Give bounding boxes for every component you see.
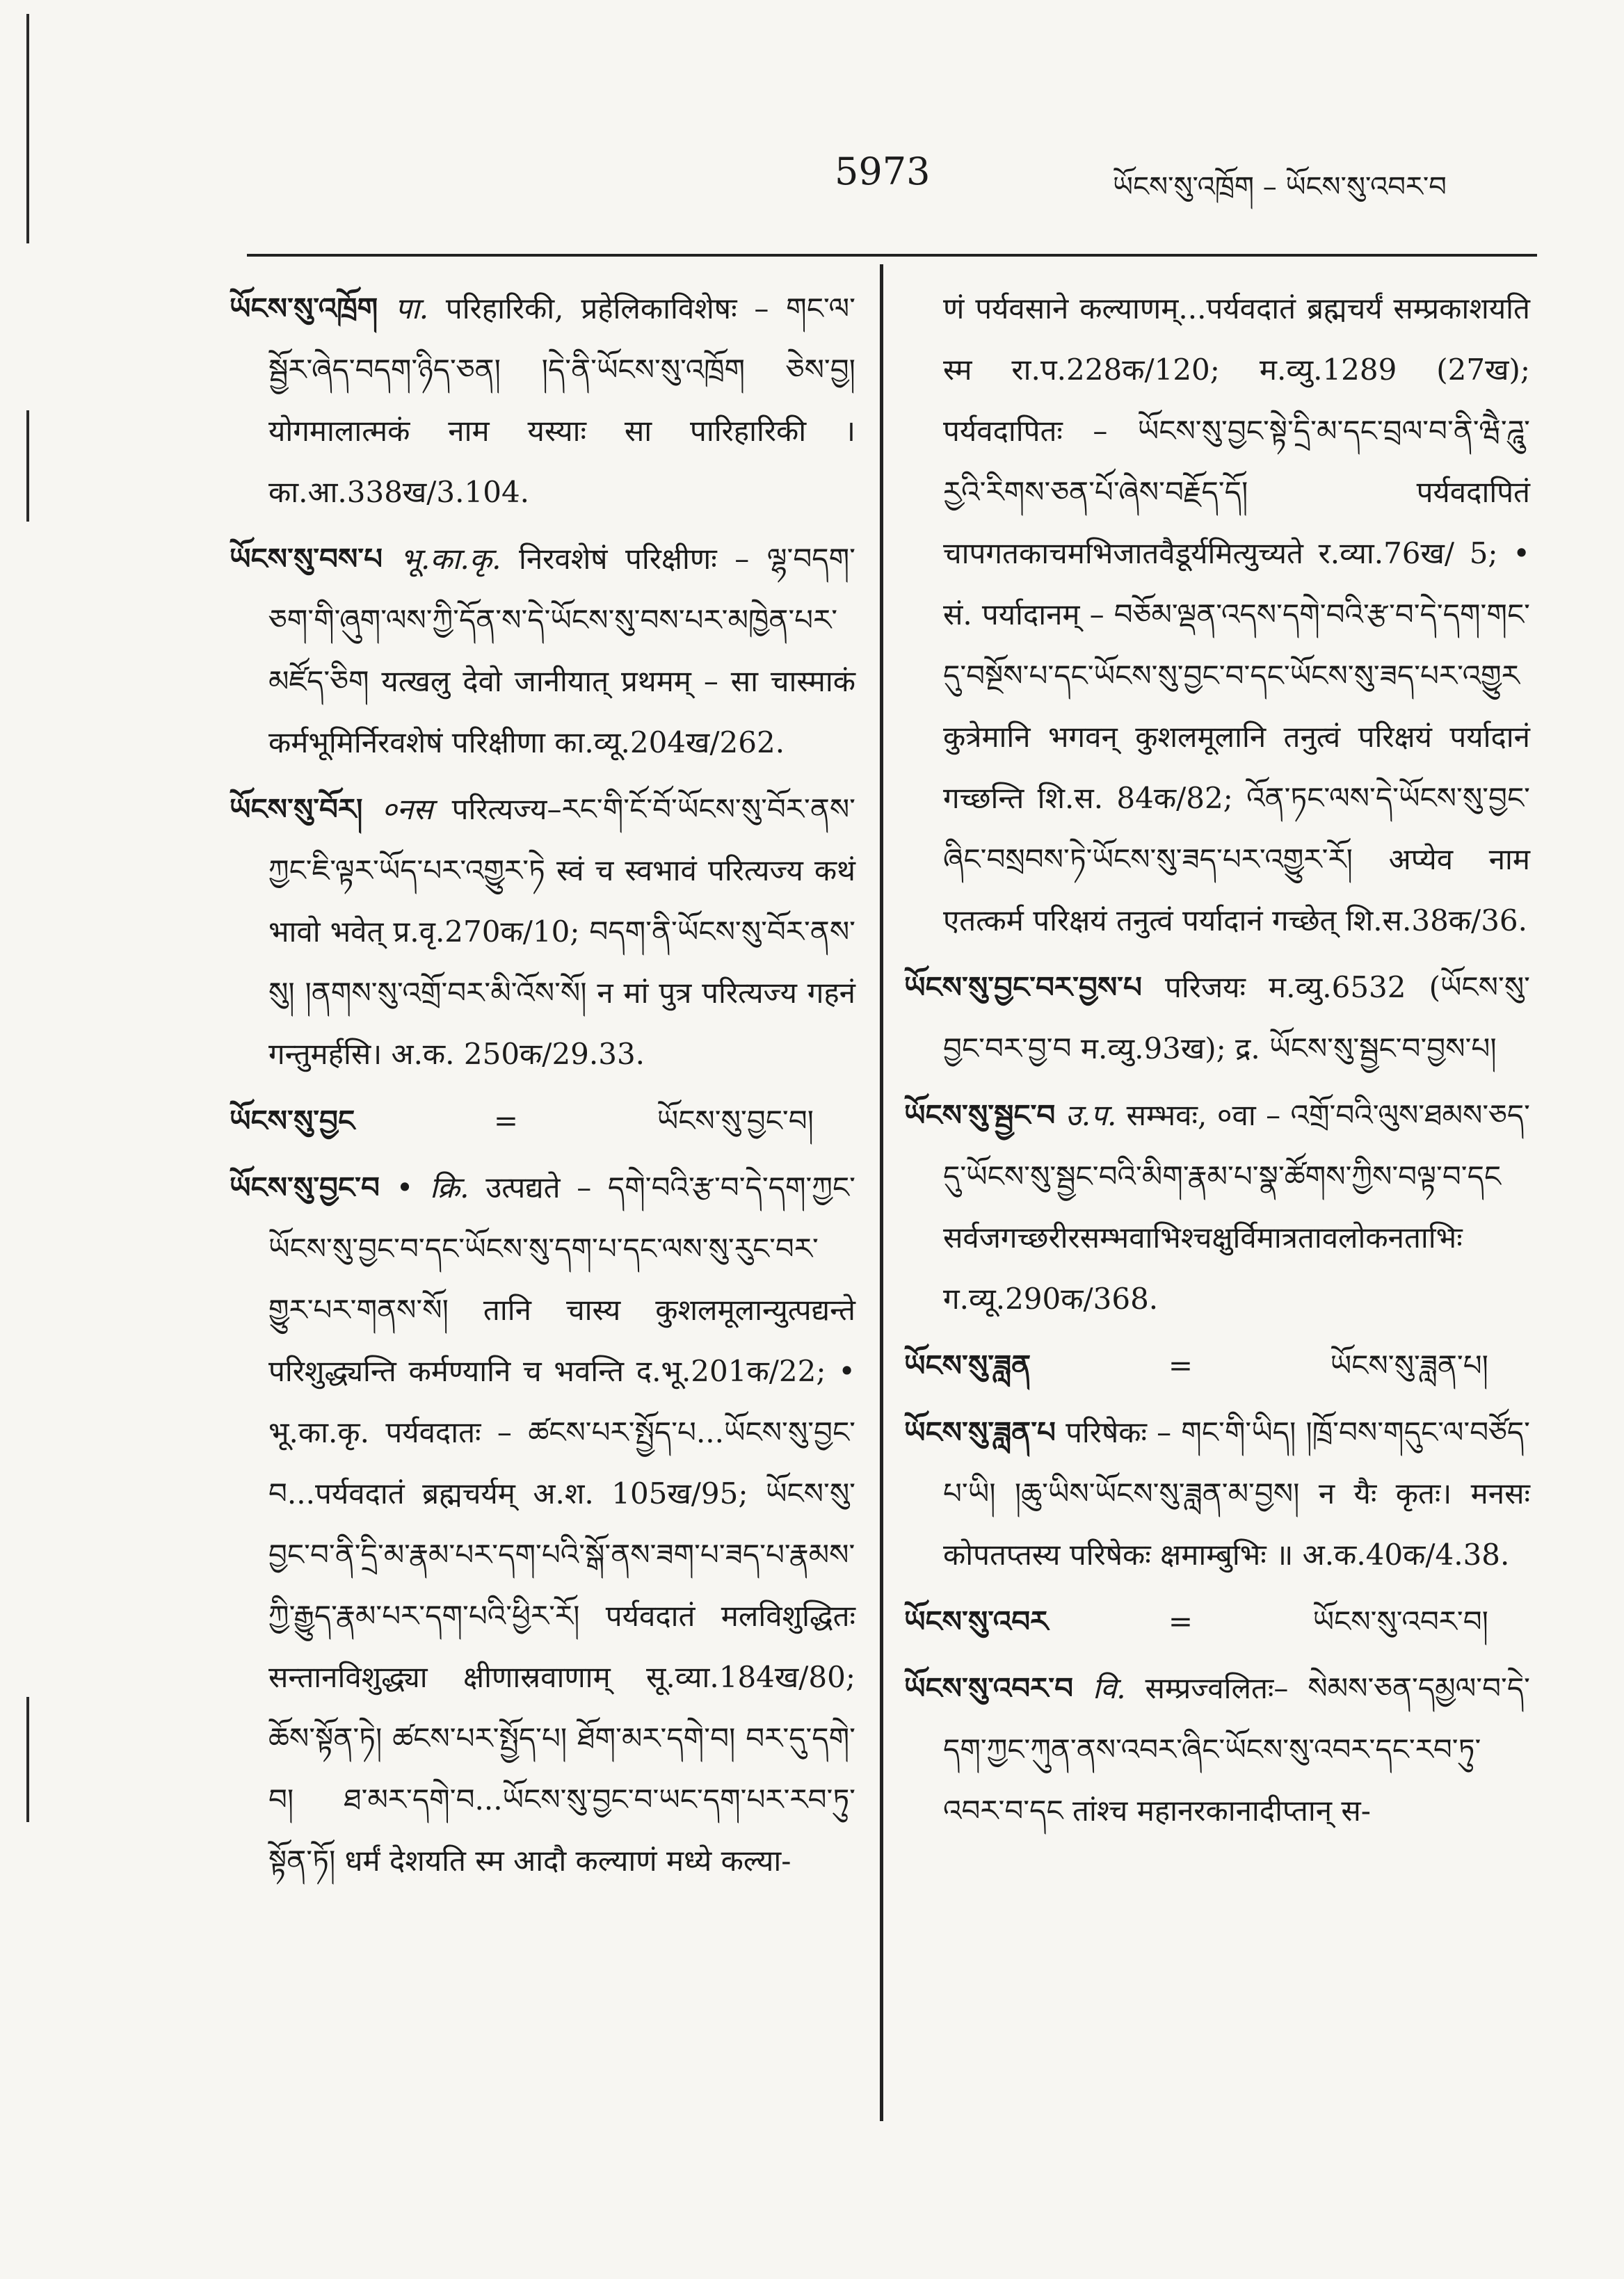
cross-reference-entry	[904, 1335, 1530, 1396]
running-head: ཡོངས་སུ་འཁྲོག – ཡོངས་སུ་འབར་བ	[1113, 171, 1447, 203]
dictionary-entry-continuation	[904, 278, 1530, 951]
entry-text: परिहारिकी, प्रहेलिकाविशेषः – གང་ལ་སྦྱོར་ཞེད་བདག་ཉིད་ཅན། །དེ་ནི་ཡོངས་སུ་འཁྲོག ཅེས་བྱ། योगमालात्मकं नाम यस्याः सा पारिहारिकी । का.आ.338ख/3.104.	[268, 291, 855, 509]
equals-sign: =	[493, 1104, 519, 1138]
grammar-abbr: ०नस	[381, 792, 433, 826]
entry-text: परिजयः म.व्यु.6532 (ཡོངས་སུ་བྱང་བར་བྱ་བ म.व्यु.93ख); द्र. ཡོངས་སུ་སྦྱང་བ་བྱས་པ།	[943, 970, 1530, 1065]
dictionary-entry	[904, 1402, 1530, 1586]
dictionary-entry	[230, 779, 855, 1085]
page-number: 5973	[835, 150, 931, 193]
column-divider	[880, 264, 883, 2121]
headword: ཡོངས་སུ་བྱང་བ	[230, 1170, 380, 1205]
dictionary-entry	[904, 1085, 1530, 1330]
scan-edge-line	[26, 410, 29, 522]
equals-sign: =	[1168, 1604, 1193, 1638]
headword: ཡོངས་སུ་འབར	[904, 1604, 1049, 1638]
reference-target: ཡོངས་སུ་ཟླན་པ།	[1330, 1348, 1488, 1383]
entry-text: सम्भवः, ०वा – འགྲོ་བའི་ལུས་ཐམས་ཅད་དུ་ཡོངས་སུ་སྦྱང་བའི་མིག་རྣམ་པ་སྣ་ཚོགས་ཀྱིས་བལྟ་བ་དང सर्वजगच्छरीरसम्भवाभिश्चक्षुर्विमात्रतावलोकनताभिः ग.व्यू.290क/368.	[943, 1098, 1530, 1316]
headword: ཡོངས་སུ་བས་པ	[230, 542, 383, 576]
headword: ཡོངས་སུ་སྦྱང་བ	[904, 1098, 1056, 1132]
page-header	[0, 150, 1624, 212]
entry-text: णं पर्यवसाने कल्याणम्...पर्यवदातं ब्रह्मचर्यं सम्प्रकाशयति स्म रा.प.228क/120; म.व्यु.1289 (27ख); पर्यवदापितः – ཡོངས་སུ་བྱང་སྟེ་དྲི་མ་དང་བྲལ་བ་ནི་ཝཻ་ཌཱུ་རྱའི་རིགས་ཅན་པོ་ཞེས་བརྗོད་དོ། पर्यवदापितं चापगतकाचमभिजातवैडूर्यमित्युच्यते र.व्या.76ख/ 5; • सं. पर्यादानम् – བཅོམ་ལྡན་འདས་དགེ་བའི་རྩ་བ་དེ་དག་གང་དུ་བསྔོས་པ་དང་ཡོངས་སུ་བྱང་བ་དང་ཡོངས་སུ་ཟད་པར་འགྱུར कुत्रेमानि भगवन् कुशलमूलानि तनुत्वं परिक्षयं पर्यादानं गच्छन्ति शि.स. 84क/82; འོན་ཏང་ལས་དེ་ཡོངས་སུ་བྱང་ཞིང་བསྲབས་ཏེ་ཡོངས་སུ་ཟད་པར་འགྱུར་རོ། अप्येव नाम एतत्कर्म परिक्षयं तनुत्वं पर्यादानं गच्छेत् शि.स.38क/36.	[943, 291, 1530, 937]
headword: ཡོངས་སུ་འབར་བ	[904, 1671, 1074, 1705]
grammar-abbr: उ.प.	[1065, 1098, 1117, 1132]
cross-reference-entry	[904, 1591, 1530, 1652]
entry-text: सम्प्रज्वलितः– སེམས་ཅན་དམྱལ་བ་དེ་དག་ཀྱང་ཀུན་ནས་འབར་ཞིང་ཡོངས་སུ་འབར་དང་རབ་ཏུ་འབར་བ་དང तांश्च महानरकानादीप्तान् स-	[943, 1671, 1531, 1828]
grammar-abbr: वि.	[1093, 1671, 1126, 1705]
headword: ཡོངས་སུ་འཁྲོག	[230, 291, 378, 325]
cross-reference-entry	[230, 1090, 855, 1152]
headword: ཡོངས་སུ་བྱང	[230, 1104, 355, 1138]
dictionary-entry	[230, 529, 855, 773]
reference-target: ཡོངས་སུ་བྱང་བ།	[657, 1104, 814, 1138]
grammar-abbr: • क्रि.	[396, 1170, 469, 1205]
grammar-abbr: पा.	[395, 291, 429, 325]
scan-edge-line	[26, 1697, 29, 1822]
left-column	[230, 278, 855, 1897]
entry-text: निरवशेषं परिक्षीणः – ལྷ་བདག་ཅག་གི་ཞུག་ལས་ཀྱི་དོན་ས་དེ་ཡོངས་སུ་བས་པར་མཁྱེན་པར་མཛོད་ཅིག यत्खलु देवो जानीयात् प्रथमम् – सा चास्माकं कर्मभूमिर्निरवशेषं परिक्षीणा का.व्यू.204ख/262.	[268, 542, 855, 759]
entry-text: उत्पद्यते – དགེ་བའི་རྩ་བ་དེ་དག་ཀྱང་ཡོངས་སུ་བྱང་བ་དང་ཡོངས་སུ་དག་པ་དང་ལས་སུ་རུང་བར་གྱུར་པར་གནས་སོ། तानि चास्य कुशलमूलान्युत्पद्यन्ते परिशुद्ध्यन्ति कर्मण्यानि च भवन्ति द.भू.201क/22; • भू.का.कृ. पर्यवदातः – ཚངས་པར་སྤྱོད་པ...ཡོངས་སུ་བྱང་བ...पर्यवदातं ब्रह्मचर्यम् अ.श. 105ख/95; ཡོངས་སུ་བྱང་བ་ནི་དྲི་མ་རྣམ་པར་དག་པའི་སྒོ་ནས་ཟག་པ་ཟད་པ་རྣམས་ཀྱི་རྒྱུད་རྣམ་པར་དག་པའི་ཕྱིར་རོ། पर्यवदातं मलविशुद्धितः सन्तानविशुद्ध्या क्षीणास्रवाणाम् सू.व्या.184ख/80; ཆོས་སྟོན་ཏེ། ཚངས་པར་སྤྱོད་པ། ཐོག་མར་དགེ་བ། བར་དུ་དགེ་བ། ཐ་མར་དགེ་བ...ཡོངས་སུ་བྱང་བ་ཡང་དག་པར་རབ་ཏུ་སྟོན་ཏོ། धर्मं देशयति स्म आदौ कल्याणं मध्ये कल्या-	[268, 1170, 855, 1878]
dictionary-entry	[230, 278, 855, 523]
equals-sign: =	[1168, 1348, 1193, 1383]
reference-target: ཡོངས་སུ་འབར་བ།	[1312, 1604, 1488, 1638]
headword: ཡོངས་སུ་བོར།	[230, 792, 363, 826]
header-rule	[247, 254, 1537, 257]
entry-text: परिषेकः – གང་གི་ཡིད། །ཁྲོ་བས་གདུང་ལ་བཙོད་པ་ཡི། །ཆུ་ཡིས་ཡོངས་སུ་ཟླན་མ་བྱས། न यैः कृतः। मनसः कोपतप्तस्य परिषेकः क्षमाम्बुभिः ॥ अ.क.40क/4.38.	[943, 1415, 1530, 1572]
dictionary-entry	[904, 957, 1530, 1079]
entry-text: परित्यज्य–རང་གི་ངོ་བོ་ཡོངས་སུ་བོར་ནས་ཀྱང་ཇི་ལྟར་ཡོད་པར་འགྱུར་ཏེ स्वं च स्वभावं परित्यज्य कथं भावो भवेत् प्र.वृ.270क/10; བདག་ནི་ཡོངས་སུ་བོར་ནས་སུ། །ནགས་སུ་འགྲོ་བར་མི་འོས་སོ། न मां पुत्र परित्यज्य गहनं गन्तुमर्हसि। अ.क. 250क/29.33.	[268, 792, 855, 1071]
headword: ཡོངས་སུ་ཟླན་པ	[904, 1415, 1056, 1449]
dictionary-entry	[230, 1157, 855, 1892]
headword: ཡོངས་སུ་ཟླན	[904, 1348, 1031, 1383]
grammar-abbr: भू.का.कृ.	[400, 542, 501, 576]
right-column	[904, 278, 1530, 1847]
headword: ཡོངས་སུ་བྱང་བར་བྱས་པ	[904, 970, 1142, 1004]
dictionary-entry	[904, 1658, 1530, 1842]
